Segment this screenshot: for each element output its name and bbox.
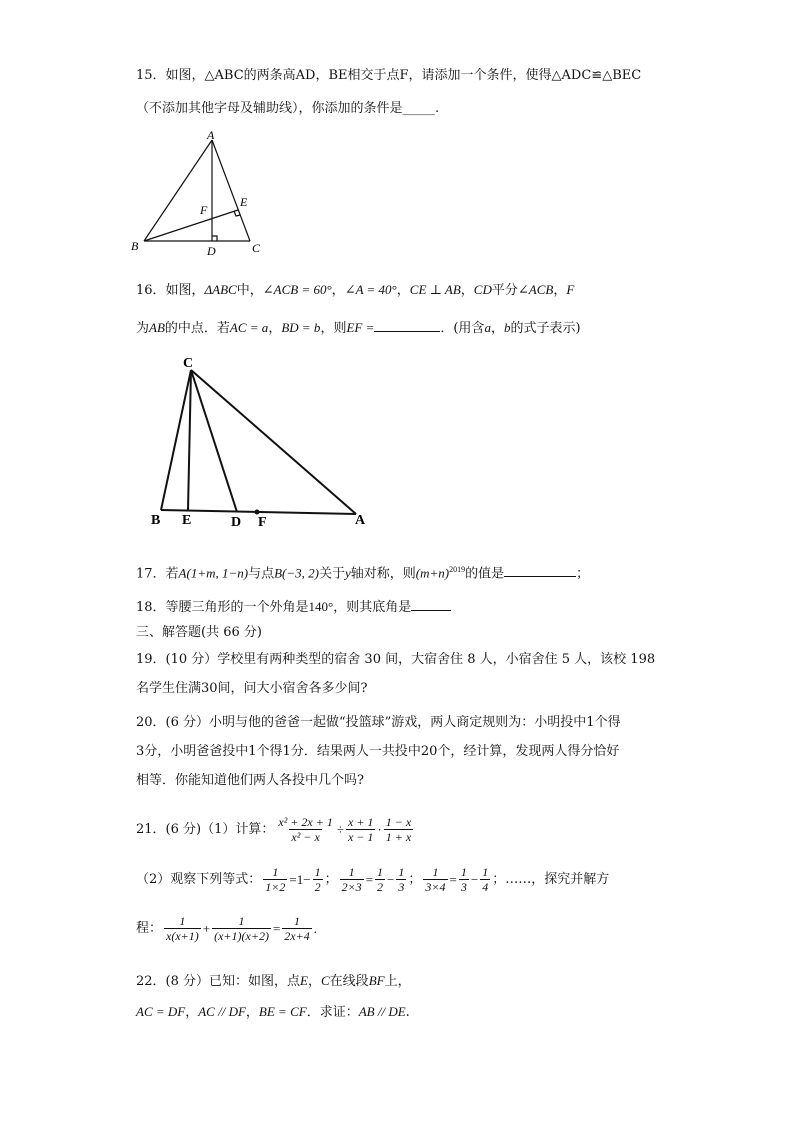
q21-numerator: 1 [482, 865, 489, 879]
q21-denominator: 4 [482, 880, 489, 894]
q17-text: 17．若 [136, 566, 179, 582]
q21-numerator: 1 [377, 865, 384, 879]
q20-line3: 相等．你能知道他们两人各投中几个吗? [136, 773, 364, 788]
q17-text: 的值是 [465, 566, 505, 582]
q17-math: A(1+m, 1−n) [178, 565, 249, 581]
q21-numerator: 1 [432, 865, 439, 879]
q21-fraction [423, 865, 447, 894]
q21-operator: − [470, 871, 479, 887]
q21-denominator: x − 1 [347, 830, 374, 844]
q21-fraction [375, 865, 385, 894]
q21-numerator: 1 − x [385, 815, 412, 829]
q16-text: 为 [136, 321, 150, 336]
q21-denominator: 3 [460, 880, 467, 894]
q21-numerator: x² + 2x + 1 [278, 815, 333, 829]
q21-denominator: 2x+4 [284, 929, 310, 943]
q16-math: ∠A = 40° [344, 282, 397, 297]
q22-math: AC // DF [198, 1004, 246, 1019]
q16-math: BD = b [281, 320, 321, 335]
q18-math: 140° [308, 599, 334, 614]
q22-math: E [300, 973, 308, 988]
q21-operator: = [272, 920, 281, 936]
q16-math: ΔABC [204, 282, 237, 297]
q16-math: ∠ACB [517, 282, 554, 297]
q21-numerator: 1 [238, 914, 245, 928]
q22-math: AC = DF [136, 1004, 186, 1019]
q21-operator: =1− [289, 871, 311, 887]
q22-math: BF [368, 973, 385, 988]
q21-fraction [384, 815, 413, 844]
q22-text: ， [185, 1005, 199, 1020]
q16-label-f: F [258, 515, 267, 530]
q21-numerator: 1 [294, 914, 301, 928]
q16-line2 [136, 318, 581, 337]
q21-fraction [313, 865, 323, 894]
q21-part2 [136, 865, 609, 894]
q21-text: ；……，探究并解方 [492, 871, 610, 887]
q21-operator: − [387, 871, 395, 887]
q16-text: ， [460, 283, 474, 298]
q16-text: ， [331, 283, 345, 298]
q21-text: ； [324, 871, 338, 887]
q16-math: AC = a [229, 320, 269, 335]
q15-label-c: C [252, 241, 261, 255]
q21-operator: = [449, 871, 457, 887]
q21-numerator: 1 [179, 914, 186, 928]
q21-fraction [276, 815, 334, 844]
q16-math: CD [473, 282, 492, 297]
q16-math: b [503, 320, 511, 335]
q21-numerator: 1 [460, 865, 467, 879]
q16-line1 [136, 282, 574, 299]
q16-text: ．(用含 [440, 321, 485, 336]
q21-fraction [263, 865, 287, 894]
q21-fraction [459, 865, 469, 894]
q21-denominator: 1×2 [265, 880, 286, 894]
q21-fraction [340, 865, 364, 894]
q16-label-a: A [355, 513, 366, 528]
q22-math: C [321, 973, 330, 988]
q16-math: EF = [346, 320, 375, 335]
q17-exponent: 2019 [449, 565, 466, 574]
q22-text: 上， [384, 974, 411, 989]
q18-answer-blank [411, 597, 451, 611]
q21-text: （2）观察下列等式： [136, 871, 262, 887]
q15-label-f: F [200, 203, 208, 217]
q17-math: (m+n) [415, 565, 450, 581]
q21-denominator: 3 [398, 880, 405, 894]
q16-math: AB [149, 320, 165, 335]
q19-line2: 名学生住满30间，问大小宿舍各多少间? [136, 681, 368, 696]
q21-operator: = [365, 871, 374, 887]
q21-text: 21．(6 分)（1）计算： [136, 821, 275, 837]
q21-numerator: x + 1 [347, 815, 374, 829]
q16-math: a [484, 320, 491, 335]
q21-part1 [136, 815, 415, 844]
q18-text: 18．等腰三角形的一个外角是 [136, 600, 309, 615]
q16-triangle-figure [146, 352, 376, 534]
q22-text: 在线段 [329, 974, 369, 989]
q16-text: ， [490, 321, 504, 336]
q21-denominator: (x+1)(x+2) [214, 929, 269, 943]
q16-text: ，则 [320, 321, 347, 336]
q21-operator: ÷ [336, 821, 344, 837]
q17-answer-blank [504, 563, 576, 577]
q21-denominator: 2×3 [341, 880, 362, 894]
q16-text: 中， [236, 283, 263, 298]
q16-label-e: E [182, 513, 192, 528]
q15-line1: 15．如图，△ABC的两条高AD，BE相交于点F，请添加一个条件，使得△ADC≌△BEC [136, 68, 642, 83]
q15-label-e: E [240, 195, 248, 209]
q21-denominator: 2 [377, 880, 384, 894]
q17-text: 关于 [318, 566, 345, 582]
q21-denominator: 1 + x [385, 830, 412, 844]
q22-text: ．求证： [306, 1005, 359, 1020]
q21-fraction [164, 914, 201, 943]
q22-line1 [136, 973, 411, 990]
q22-text: ， [307, 974, 321, 989]
q16-math: ∠ACB = 60° [262, 282, 332, 297]
q21-denominator: 2 [314, 880, 321, 894]
q16-label-c: C [183, 356, 194, 371]
q15-label-d: D [207, 244, 216, 258]
q18-text: ，则其底角是 [333, 600, 412, 615]
q15-label-a: A [207, 128, 215, 142]
q16-text: ， [553, 283, 567, 298]
q16-text: 的中点．若 [164, 321, 230, 336]
q15-label-b: B [131, 239, 139, 253]
q21-fraction [480, 865, 490, 894]
q16-math: F [566, 282, 575, 297]
q21-numerator: 1 [314, 865, 321, 879]
q21-fraction [282, 914, 311, 943]
q21-operator: + [202, 920, 211, 936]
q21-equation [136, 914, 317, 943]
q21-numerator: 1 [272, 865, 279, 879]
q20-line1: 20．(6 分）小明与他的爸爸一起做“投篮球”游戏，两人商定规则为：小明投中1个得 [136, 715, 621, 730]
q22-text: . [405, 1005, 410, 1020]
q16-text: 平分 [491, 283, 518, 298]
q22-text: 22．(8 分）已知：如图，点 [136, 974, 301, 989]
q17-math: B(−3, 2) [274, 565, 319, 581]
q17-math: y [345, 565, 351, 581]
q21-denominator: x² − x [291, 830, 320, 844]
q15-line2: （不添加其他字母及辅助线），你添加的条件是_____. [136, 101, 440, 116]
q21-fraction [212, 914, 271, 943]
q16-math: CE ⊥ AB [409, 282, 461, 297]
q22-math: BE = CF [258, 1004, 307, 1019]
q21-numerator: 1 [348, 865, 355, 879]
q21-numerator: 1 [398, 865, 405, 879]
q21-operator: · [377, 821, 382, 837]
q16-answer-blank [374, 318, 440, 332]
q21-text: ； [408, 871, 422, 887]
q16-text: 的式子表示) [510, 321, 581, 336]
q19-line1: 19．(10 分）学校里有两种类型的宿舍 30 间，大宿舍住 8 人，小宿舍住 5 人，该校 198 [136, 652, 656, 667]
section-heading: 三、解答题(共 66 分) [136, 625, 262, 640]
q15-triangle-figure [128, 128, 278, 258]
q22-text: ， [245, 1005, 259, 1020]
q17-text: ； [576, 566, 590, 582]
q21-fraction [346, 815, 375, 844]
q22-line2 [136, 1004, 410, 1021]
q21-operator: . [313, 920, 317, 936]
q22-math: AB // DE [358, 1004, 406, 1019]
q21-fraction [396, 865, 406, 894]
q17-text: 与点 [248, 566, 275, 582]
q16-text: ， [268, 321, 282, 336]
q21-denominator: x(x+1) [166, 929, 199, 943]
q16-text: ， [396, 283, 410, 298]
q16-label-d: D [231, 515, 242, 530]
q18-line [136, 597, 451, 616]
q20-line2: 3分，小明爸爸投中1个得1分．结果两人一共投中20个，经计算，发现两人得分恰好 [136, 744, 620, 759]
q16-text: 16．如图， [136, 283, 205, 298]
q17-line [136, 562, 589, 582]
q17-text: 轴对称，则 [350, 566, 416, 582]
q16-label-b: B [151, 513, 161, 528]
q16-midpoint-f [255, 510, 260, 515]
q21-denominator: 3×4 [425, 880, 446, 894]
q21-text: 程： [136, 920, 163, 936]
